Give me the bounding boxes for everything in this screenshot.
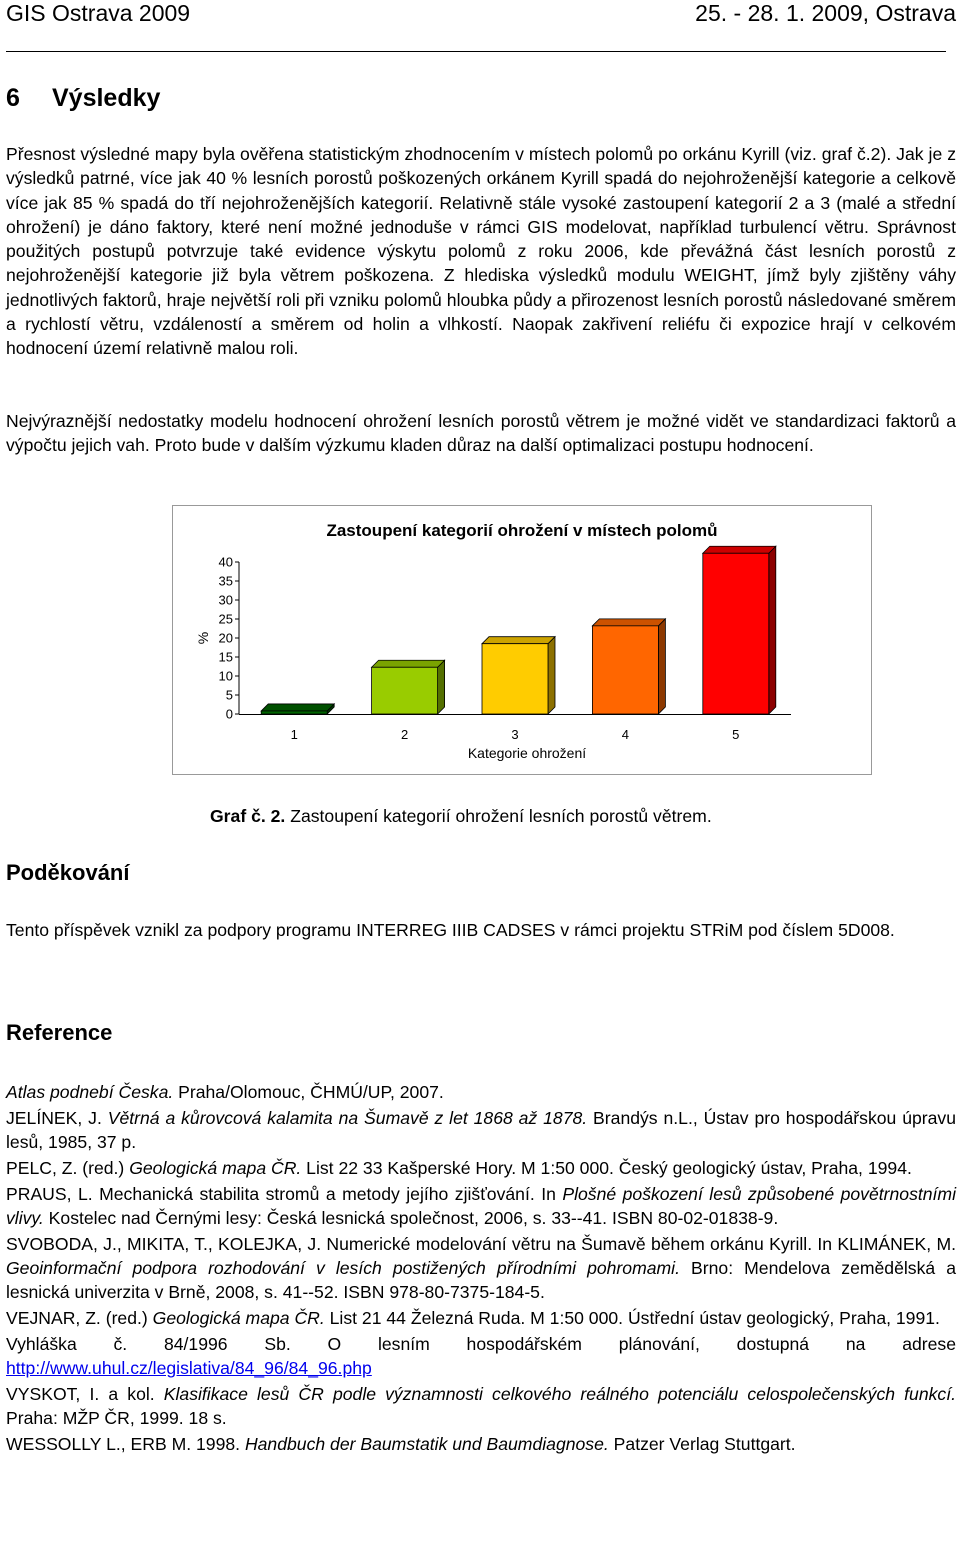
reference-title: Klasifikace lesů ČR podle významnosti celkového reálného potenciálu celospolečenských funkcí. xyxy=(163,1384,956,1405)
reference-item xyxy=(6,1156,956,1180)
reference-title: Geoinformační podpora rozhodování v lesích postižených přírodními pohromami. xyxy=(6,1258,680,1279)
x-tick-label: 1 xyxy=(290,727,298,742)
bar xyxy=(592,626,658,714)
x-tick-label: 3 xyxy=(511,727,519,742)
results-paragraph-1: Přesnost výsledné mapy byla ověřena statistickým zhodnocením v místech polomů po orkánu Kyrill (viz. graf č.2). Jak je z výsledků patrné, více jak 40 % lesních porostů poškozených orkánem Kyrill spadá do nejohroženější kategorie a celkově více jak 85 % spadá do tří nejohroženějších kategorií. Relativně stále vysoké zastoupení kategorií 2 a 3 (malé a střední ohrožení) je dáno faktory, které není možné jednoduše v rámci GIS modelovat, například turbulencí větru. Správnost použitých postupů potvrzuje také evidence výskytu polomů z roku 2006, kde převážná část lesních porostů z nejohroženější kategorie již byla větrem poškozena. Z hlediska výsledků modulu WEIGHT, jímž byly zjištěny váhy jednotlivých faktorů, hraje největší roli při vzniku polomů hloubka půdy a přirozenost lesních porostů následované směrem a rychlostí větru, vzdáleností a směrem od holin a vlhkostí. Naopak zakřivení reliéfu či expozice hrají v celkovém hodnocení území relativně malou roli. xyxy=(6,144,956,359)
reference-link[interactable]: http://www.uhul.cz/legislativa/84_96/84_96.php xyxy=(6,1358,372,1379)
reference-text: JELÍNEK, J. xyxy=(6,1107,108,1128)
header-conference: GIS Ostrava 2009 xyxy=(6,0,191,26)
reference-item xyxy=(6,1432,956,1456)
header-date-place: 25. - 28. 1. 2009, Ostrava xyxy=(695,0,956,26)
y-tick-label: 20 xyxy=(218,630,233,646)
bar-top xyxy=(703,546,776,553)
y-tick-label: 35 xyxy=(218,573,233,589)
reference-item xyxy=(6,1232,956,1305)
reference-text: Praha: MŽP ČR, 1999. 18 s. xyxy=(6,1408,227,1429)
bar xyxy=(261,711,327,714)
reference-title: Geologická mapa ČR. xyxy=(152,1308,325,1329)
reference-text: Kostelec nad Černými lesy: Česká lesnická společnost, 2006, s. 33--41. ISBN 80-02-01838-9. xyxy=(43,1207,779,1228)
caption-label: Graf č. 2. xyxy=(210,806,286,826)
y-tick-label: 25 xyxy=(218,611,233,627)
reference-text: Praha/Olomouc, ČHMÚ/UP, 2007. xyxy=(173,1082,444,1102)
reference-title: Atlas podnebí Česka. xyxy=(6,1082,174,1102)
x-axis-label: Kategorie ohrožení xyxy=(467,745,587,761)
bar-side xyxy=(548,637,555,714)
ack-heading: Poděkování xyxy=(6,860,130,885)
x-tick-label: 2 xyxy=(400,727,409,742)
ack-text: Tento příspěvek vznikl za podpory programu INTERREG IIIB CADSES v rámci projektu STRiM pod číslem 5D008. xyxy=(6,920,895,940)
reference-item xyxy=(6,1306,956,1330)
reference-text: Brandýs n.L., Ústav pro hospodářskou úpravu lesů, 1985, 37 p. xyxy=(6,1107,956,1153)
reference-title: Plošné poškození lesů způsobené povětrnostními vlivy. xyxy=(6,1183,956,1228)
references-heading: Reference xyxy=(6,1020,113,1045)
bar xyxy=(372,667,438,714)
reference-text: VEJNAR, Z. (red.) xyxy=(6,1308,153,1329)
reference-text: VYSKOT, I. a kol. xyxy=(6,1384,164,1405)
bar-top xyxy=(372,660,445,667)
reference-title: Geologická mapa ČR. xyxy=(129,1157,302,1178)
caption-text: Zastoupení kategorií ohrožení lesních porostů větrem. xyxy=(285,806,712,826)
bar-side xyxy=(438,660,445,714)
reference-text: Brno: Mendelova zemědělská a lesnická univerzita v Brně, 2008, s. 41--52. ISBN 978-80-7375-184-5. xyxy=(6,1258,956,1303)
bar-top xyxy=(482,637,555,644)
reference-item xyxy=(6,1332,956,1381)
section-title: Výsledky xyxy=(52,84,161,112)
reference-item xyxy=(6,1106,956,1155)
reference-text: List 22 33 Kašperské Hory. M 1:50 000. Český geologický ústav, Praha, 1994. xyxy=(301,1157,912,1178)
header-rule xyxy=(6,51,946,52)
reference-item xyxy=(6,1080,956,1104)
reference-list xyxy=(6,1080,956,1458)
y-tick-label: 40 xyxy=(218,554,233,570)
reference-title: Handbuch der Baumstatik und Baumdiagnose. xyxy=(244,1434,609,1455)
bar-side xyxy=(769,546,776,714)
reference-text: SVOBODA, J., MIKITA, T., KOLEJKA, J. Numerické modelování větru na Šumavě během orkánu Kyrill. In KLIMÁNEK, M. xyxy=(6,1233,956,1254)
y-tick-label: 10 xyxy=(218,668,233,684)
bar-chart xyxy=(173,506,871,774)
reference-text: PELC, Z. (red.) xyxy=(6,1157,130,1178)
y-tick-label: 0 xyxy=(225,706,233,722)
results-paragraph-2: Nejvýraznější nedostatky modelu hodnocení ohrožení lesních porostů větrem je možné vidět ve standardizaci faktorů a výpočtu jejich vah. Proto bude v dalším výzkumu kladen důraz na další optimalizaci postupu hodnocení. xyxy=(6,411,956,456)
reference-text: WESSOLLY L., ERB M. 1998. xyxy=(6,1434,245,1455)
bar-top xyxy=(592,619,665,626)
y-tick-label: 30 xyxy=(218,592,233,608)
page-header xyxy=(6,0,956,32)
chart-title: Zastoupení kategorií ohrožení v místech polomů xyxy=(326,521,718,540)
reference-item xyxy=(6,1382,956,1431)
y-axis-label: % xyxy=(195,631,211,645)
x-tick-label: 5 xyxy=(732,727,740,742)
section-number: 6 xyxy=(6,84,20,112)
figure-caption xyxy=(210,806,712,827)
reference-title: Větrná a kůrovcová kalamita na Šumavě z let 1868 až 1878. xyxy=(107,1107,588,1128)
y-tick-label: 15 xyxy=(218,649,233,665)
bar xyxy=(703,553,769,714)
chart-frame xyxy=(172,505,872,775)
x-tick-label: 4 xyxy=(621,727,630,742)
section-heading-results xyxy=(6,84,160,113)
bar-side xyxy=(658,619,665,714)
reference-text: List 21 44 Železná Ruda. M 1:50 000. Ústřední ústav geologický, Praha, 1991. xyxy=(324,1308,940,1329)
reference-text: Vyhláška č. 84/1996 Sb. O lesním hospodářském plánování, dostupná na adrese xyxy=(6,1333,956,1354)
reference-text: Patzer Verlag Stuttgart. xyxy=(608,1434,796,1455)
bar xyxy=(482,644,548,714)
reference-item xyxy=(6,1182,956,1231)
reference-text: PRAUS, L. Mechanická stabilita stromů a metody jejího zjišťování. In xyxy=(6,1183,563,1204)
bar-top xyxy=(261,704,334,711)
y-tick-label: 5 xyxy=(225,687,233,703)
